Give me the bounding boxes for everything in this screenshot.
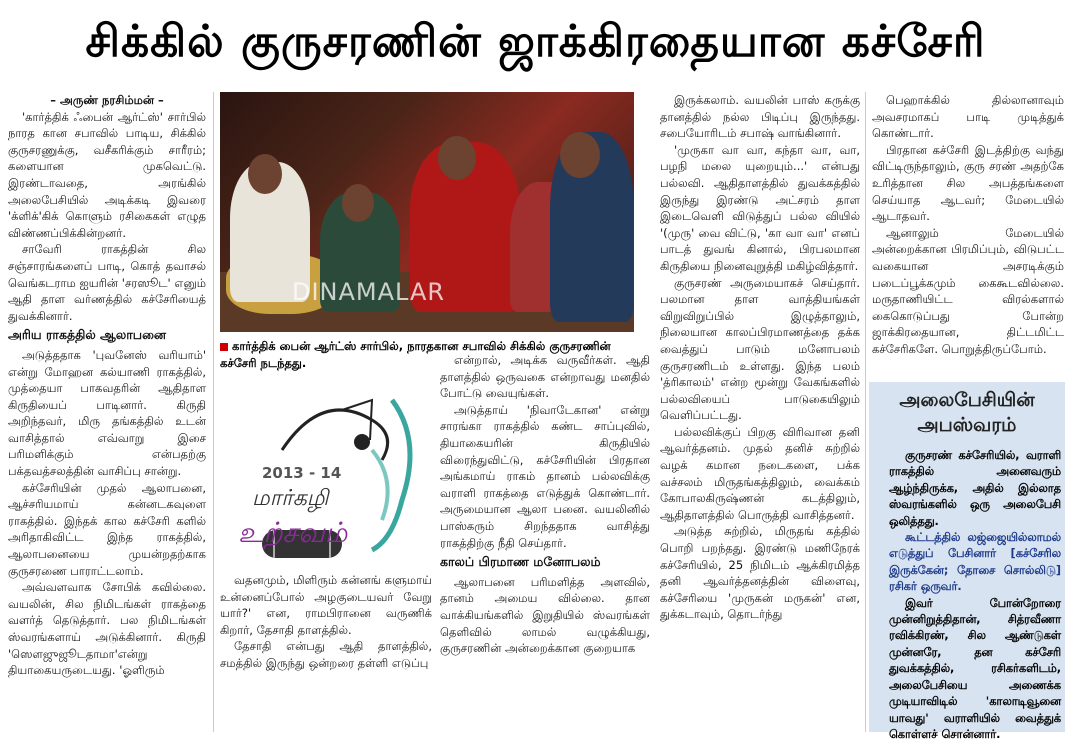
paragraph: இவர் போன்றோரை முன்னிறுத்திதான், சித்ரவீணா ரவிக்கிரண், சில ஆண்டுகள் முன்னரே, தன கச்சேரி துவக்கத்தில், ரசிகர்களிடம், அலைபேசியை அணைக்க முடியாவிடில் 'காலாடிவூனை யாவது' வராளியில் வைத்துக் கொள்ளச் சொன்னார். [889,596,1061,741]
caption-text: கார்த்திக் பைன் ஆர்ட்ஸ் சார்பில், நாரதகான சபாவில் சிக்கில் குருசரணின் கச்சேரி நடந்தது. [220,339,611,370]
article-column-2 [220,572,432,732]
paragraph: பெஹாக்கில் தில்லானாவும் அவசரமாகப் பாடி முடித்துக் கொண்டார். [872,93,1064,141]
festival-name-1: மார்கழி [252,486,329,511]
paragraph: அவ்வளவாக சோபிக் கவில்லை. வயலின், சில நிமிடங்கள் ராகத்தை வளர்த் தெடுத்தார். பல நிமிடங்கள் ஸ்வரங்களாய் அடுக்கினார். கிருதி 'ஸெளஜுஜூடதாமா'என்று தியாகையருடையது. 'ஓளிரும் [8,580,206,678]
head [342,184,374,222]
concert-photo [220,92,634,332]
sidebar-title [869,388,1065,438]
paragraph: சாவேரி ராகத்தின் சில சஞ்சாரங்களைப் பாடி, கொத் தவாசல் வெங்கடராம ஐயரின் 'சரஸூட' எனும் ஆதி தாள வர்ணத்தில் கச்சேரியைத் துவக்கினார். [8,242,206,323]
paragraph: குருசரண் அருமையாகச் செய்தார். பலமான தாள வாத்தியங்கள் விறுவிறுப்பில் இழுத்தாலும், நிலையான காலப்பிரமாணத்தை தக்க வைத்துப் பாடும் மனோபலம் குருசரணிடம் உள்ளது. இந்த பலம் 'த்ரிகாலம்' என்ற மூன்று வேகங்களில் பல்லவியைப் பாடுகையிலும் வெளிப்பட்டது. [660,275,860,423]
festival-year: 2013 - 14 [262,464,342,482]
paragraph: அடுத்த சுற்றில், மிருதங் கத்தில் பொறி பறந்தது. இரண்டு மணிநேரக் கச்சேரியில், 25 நிமிடம் ஆக்கிரமித்த தனி ஆவர்த்தனத்தின் விளைவு, கச்சேரியை 'முருகன் மருகன்' என, துக்கடாவும், தொடர்ந்து [660,524,860,622]
paragraph: கூட்டத்தில் லஜ்ஜையில்லாமல் எடுத்துப் பேசினார் [கச்சேரில இருக்கேன்; தோசை சொல்லிடு] ரசிகர் ஒருவர். [889,531,1061,594]
subheading: காலப் பிரமாண மனோபலம் [440,554,601,570]
column-divider [865,92,866,732]
caption-marker-icon [220,343,228,351]
headline: சிக்கில் குருசரணின் ஜாக்கிரதையான கச்சேரி [85,16,986,67]
paragraph: தேசாதி என்பது ஆதி தாளத்தில், சமத்தில் இருந்து ஒன்றரை தள்ளி எடுப்பு [220,639,432,670]
subheading: அரிய ராகத்தில் ஆலாபனை [8,327,167,343]
head [438,136,476,180]
sidebar-body [889,448,1061,741]
sidebar-title-line: அலைபேசியின் [899,389,1035,411]
paragraph: பிரதான கச்சேரி இடத்திற்கு வந்து விட்டிருந்தாலும், குரு சரண் அதற்கே உரித்தான சில அபத்தங்களை செய்யாத ஆடவர்; மேடையில் ஆடாதவர். [872,142,1064,224]
paragraph: ஆலாபனை பரிமளித்த அளவில், தானம் அமைய வில்லை. தான வாக்கியங்களில் இறுதியில் ஸ்வரங்கள் தெளிவில் லாமல் வழுக்கியது, குருசரணின் அன்றைக்கான குறையாக [440,574,650,656]
paragraph: என்றால், அடிக்க வருவீர்கள். ஆதி தாளத்தில் ஒருவகை என்றாவது மனதில் போட்டு வையுங்கள். [440,353,650,401]
festival-logo [222,380,432,570]
byline: – அருண் நரசிம்மன் – [50,93,164,107]
paragraph: வதனமும், மிளிரும் கன்னங் களுமாய் உன்னைப்போல் அழகுடையவர் வேறு யார்?' என, ராமபிரானை வருணிக் கிறார், தேசாதி தாளத்தில். [220,573,432,637]
paragraph: 'கார்த்திக் ஃபைன் ஆர்ட்ஸ்' சார்பில் நாரத கான சபாவில் பாடிய, சிக்கில் குருசரணுக்கு, வசீகரிக்கும் சாரீரம்; களையான முகவெட்டு. இரண்டாவதை, அரங்கில் அலைபேசியில் அடிக்கடி இவரை 'க்ளிக்'கிக் கொளும் ரசிகைகள் எழுத விண்ணப்பிக்கின்றனர். [8,109,206,240]
article-column-4 [660,92,860,732]
paragraph: இருக்கலாம். வயலின் பாஸ் கருக்கு தானத்தில் நல்ல பிடிப்பு இருந்தது. சபையோரிடம் சபாஷ் வாங்கினார். [660,93,860,141]
paragraph: குருசரண் கச்சேரியில், வராளி ராகத்தில் அனைவரும் ஆழ்ந்திருக்க, அதில் இல்லாத ஸ்வரங்களில் ஒரு அலைபேசி ஒலித்தது. [889,449,1061,528]
article-column-3 [440,352,650,732]
sidebar-title-line: அபஸ்வரம் [917,414,1017,436]
article-column-5 [872,92,1064,382]
paragraph: 'முருகா வா வா, கந்தா வா, வா, பழநி மலை யுறையும்...' என்பது பல்லவி. ஆதிதாளத்தில் துவக்கத்தில் இருந்து இரண்டு அட்சரம் தாள இடைவெளி விடுத்துப் பல்ல வியில் '(முரு' வை விட்டு, 'கா வா வா' எனப் பாடத் துவங் கினால், பிரபலமான கிருதியை நினைவுறுத்தி மகிழ்வித்தார். [660,142,860,273]
photo-watermark: DINAMALAR [292,278,446,306]
column-divider [213,92,214,732]
paragraph: அடுத்ததாக 'புவனேஸ் வரியாம்' என்று மோஹன கல்யாணி ராகத்தில், முத்தையா பாகவதரின் ஆதிதாள கிருதியைப் பாடினார். கிருதி அறிந்தவர், மிரு தங்கத்தில் உடன் வாசித்தால் எவ்வாறு இசை பரிமளிக்கும் என்பதற்கு பக்தவத்சலத்தின் வாசிப்பு சான்று. [8,347,206,479]
sidebar-box [869,382,1065,741]
festival-name-2: உற்சவம் [238,516,348,549]
paragraph: பல்லவிக்குப் பிறகு விரிவான தனி ஆவர்த்தனம். முதல் தனிச் சுற்றில் வழக் கமான நடைகளை, பக்க வச்சலம் மிருதங்கத்திலும், வைக்கம் கோபாலகிருஷ்ணன் கடத்திலும், ஆதிதாளத்தில் பொருத்தி வாசித்தனர். [660,424,860,522]
paragraph: ஆனாலும் மேடையில் அன்றைக்கான பிரமிப்பும், விடுபட்ட வகையான அசரடிக்கும் படைப்பூக்கமும் கைகூடவில்லை. மருதாணியிட்ட விரல்களால் கைகொடுப்பது போன்ற ஜாக்கிரதையான, திட்டமிட்ட கச்சேரிகளே. பொறுத்திருப்போம். [872,225,1064,356]
head [560,132,600,178]
paragraph: கச்சேரியின் முதல் ஆலாபனை, ஆச்சரியமாய் கன்னடகவுளை ராகத்தில். இந்தக் கால கச்சேரி களில் அரிதாகிவிட்ட இந்த ராகத்தில், ஆலாபனையை முயன்றதற்காக குருசரணை பாராட்டலாம். [8,480,206,578]
article-column-1 [8,92,206,732]
head [248,154,282,194]
paragraph: அடுத்தாய் 'நிவாடேகான' என்று சாரங்கா ராகத்தில் கண்ட சாப்புவில், தியாகையரின் கிருதியில் விரைந்துவிட்டு, கச்சேரியின் பிரதான அங்கமாய் ராகம் தானம் பல்லவிக்கு வராளி ராகத்தை எடுத்துக் கொண்டார். அருமையான ஆலா பனை. வயலினில் பாஸ்கரும் சிறந்ததாக வாசித்து ராகத்திற்கு நீதி செய்தார். [440,402,650,550]
